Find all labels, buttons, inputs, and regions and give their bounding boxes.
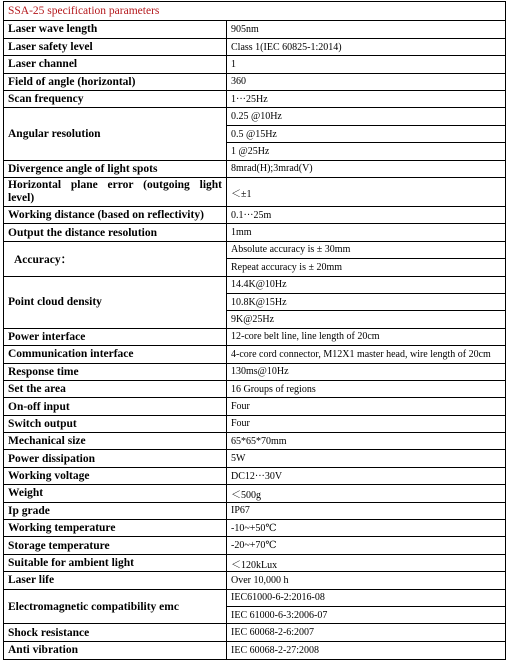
param-value: Four	[227, 415, 506, 432]
param-value: 0.25 @10Hz	[227, 108, 506, 125]
spec-row	[4, 433, 505, 450]
param-value: Over 10,000 h	[227, 572, 506, 589]
param-name: Storage temperature	[4, 537, 227, 554]
param-value: IEC 60068-2-27:2008	[227, 641, 506, 658]
spec-table	[4, 21, 505, 659]
spec-row	[4, 572, 505, 589]
param-value: ＜±1	[227, 178, 506, 207]
param-value: 0.1···25m	[227, 207, 506, 224]
param-value: Absolute accuracy is ± 30mm	[227, 241, 506, 258]
param-name: Horizontal plane error (outgoing light level)	[4, 178, 227, 207]
spec-row	[4, 589, 505, 606]
param-name: On-off input	[4, 398, 227, 415]
spec-row	[4, 624, 505, 641]
spec-row	[4, 415, 505, 432]
param-name: Laser channel	[4, 56, 227, 73]
param-value: 5W	[227, 450, 506, 467]
param-name: Angular resolution	[4, 108, 227, 160]
spec-row	[4, 224, 505, 241]
param-name: Laser wave length	[4, 21, 227, 38]
spec-row	[4, 554, 505, 571]
param-name: Anti vibration	[4, 641, 227, 658]
spec-row	[4, 537, 505, 554]
spec-row	[4, 160, 505, 177]
param-value: 16 Groups of regions	[227, 380, 506, 397]
param-name: Laser life	[4, 572, 227, 589]
spec-row	[4, 56, 505, 73]
spec-row	[4, 328, 505, 345]
param-value: IEC 60068-2-6:2007	[227, 624, 506, 641]
spec-row	[4, 38, 505, 55]
param-name: Suitable for ambient light	[4, 554, 227, 571]
spec-table-body	[4, 21, 505, 659]
param-name: Working temperature	[4, 520, 227, 537]
param-name: Power dissipation	[4, 450, 227, 467]
param-value: Class 1(IEC 60825-1:2014)	[227, 38, 506, 55]
param-value: 65*65*70mm	[227, 433, 506, 450]
param-name: Switch output	[4, 415, 227, 432]
param-value: 1mm	[227, 224, 506, 241]
param-name: Set the area	[4, 380, 227, 397]
param-value: 4-core cord connector, M12X1 master head, wire length of 20cm	[227, 346, 506, 363]
param-name: Working distance (based on reflectivity)	[4, 207, 227, 224]
param-name: Output the distance resolution	[4, 224, 227, 241]
param-name: Ip grade	[4, 502, 227, 519]
param-value: IEC 61000-6-3:2006-07	[227, 607, 506, 624]
spec-row	[4, 467, 505, 484]
param-name: Response time	[4, 363, 227, 380]
param-name: Field of angle (horizontal)	[4, 73, 227, 90]
param-value: 0.5 @15Hz	[227, 125, 506, 142]
param-value: 8mrad(H);3mrad(V)	[227, 160, 506, 177]
param-value: 10.8K@15Hz	[227, 293, 506, 310]
param-name: Power interface	[4, 328, 227, 345]
spec-row	[4, 276, 505, 293]
param-name: Communication interface	[4, 346, 227, 363]
param-value: IEC61000-6-2:2016-08	[227, 589, 506, 606]
spec-row	[4, 380, 505, 397]
param-value: IP67	[227, 502, 506, 519]
param-name: Electromagnetic compatibility emc	[4, 589, 227, 624]
param-value: -10~+50℃	[227, 520, 506, 537]
spec-row	[4, 73, 505, 90]
spec-title: SSA-25 specification parameters	[4, 2, 505, 21]
param-name: Scan frequency	[4, 91, 227, 108]
spec-row	[4, 108, 505, 125]
param-name: Divergence angle of light spots	[4, 160, 227, 177]
spec-row	[4, 241, 505, 258]
param-value: 360	[227, 73, 506, 90]
param-value: 130ms@10Hz	[227, 363, 506, 380]
param-value: 1···25Hz	[227, 91, 506, 108]
param-value: 14.4K@10Hz	[227, 276, 506, 293]
param-value: -20~+70℃	[227, 537, 506, 554]
param-name: Mechanical size	[4, 433, 227, 450]
spec-row	[4, 178, 505, 207]
spec-row	[4, 363, 505, 380]
spec-row	[4, 450, 505, 467]
param-value: ＜500g	[227, 485, 506, 502]
param-value: Four	[227, 398, 506, 415]
spec-row	[4, 91, 505, 108]
spec-row	[4, 21, 505, 38]
spec-row	[4, 398, 505, 415]
spec-row	[4, 520, 505, 537]
param-value: ＜120kLux	[227, 554, 506, 571]
param-name: Accuracy：	[4, 241, 227, 276]
param-name: Shock resistance	[4, 624, 227, 641]
param-value: 12-core belt line, line length of 20cm	[227, 328, 506, 345]
spec-row	[4, 502, 505, 519]
param-value: 1	[227, 56, 506, 73]
spec-row	[4, 485, 505, 502]
param-value: Repeat accuracy is ± 20mm	[227, 259, 506, 276]
spec-row	[4, 207, 505, 224]
param-name: Weight	[4, 485, 227, 502]
param-value: DC12···30V	[227, 467, 506, 484]
param-value: 9K@25Hz	[227, 311, 506, 328]
param-name: Point cloud density	[4, 276, 227, 328]
param-value: 1 @25Hz	[227, 143, 506, 160]
spec-row	[4, 641, 505, 658]
param-value: 905nm	[227, 21, 506, 38]
param-name: Laser safety level	[4, 38, 227, 55]
param-name: Working voltage	[4, 467, 227, 484]
spec-row	[4, 346, 505, 363]
spec-sheet	[3, 1, 506, 660]
